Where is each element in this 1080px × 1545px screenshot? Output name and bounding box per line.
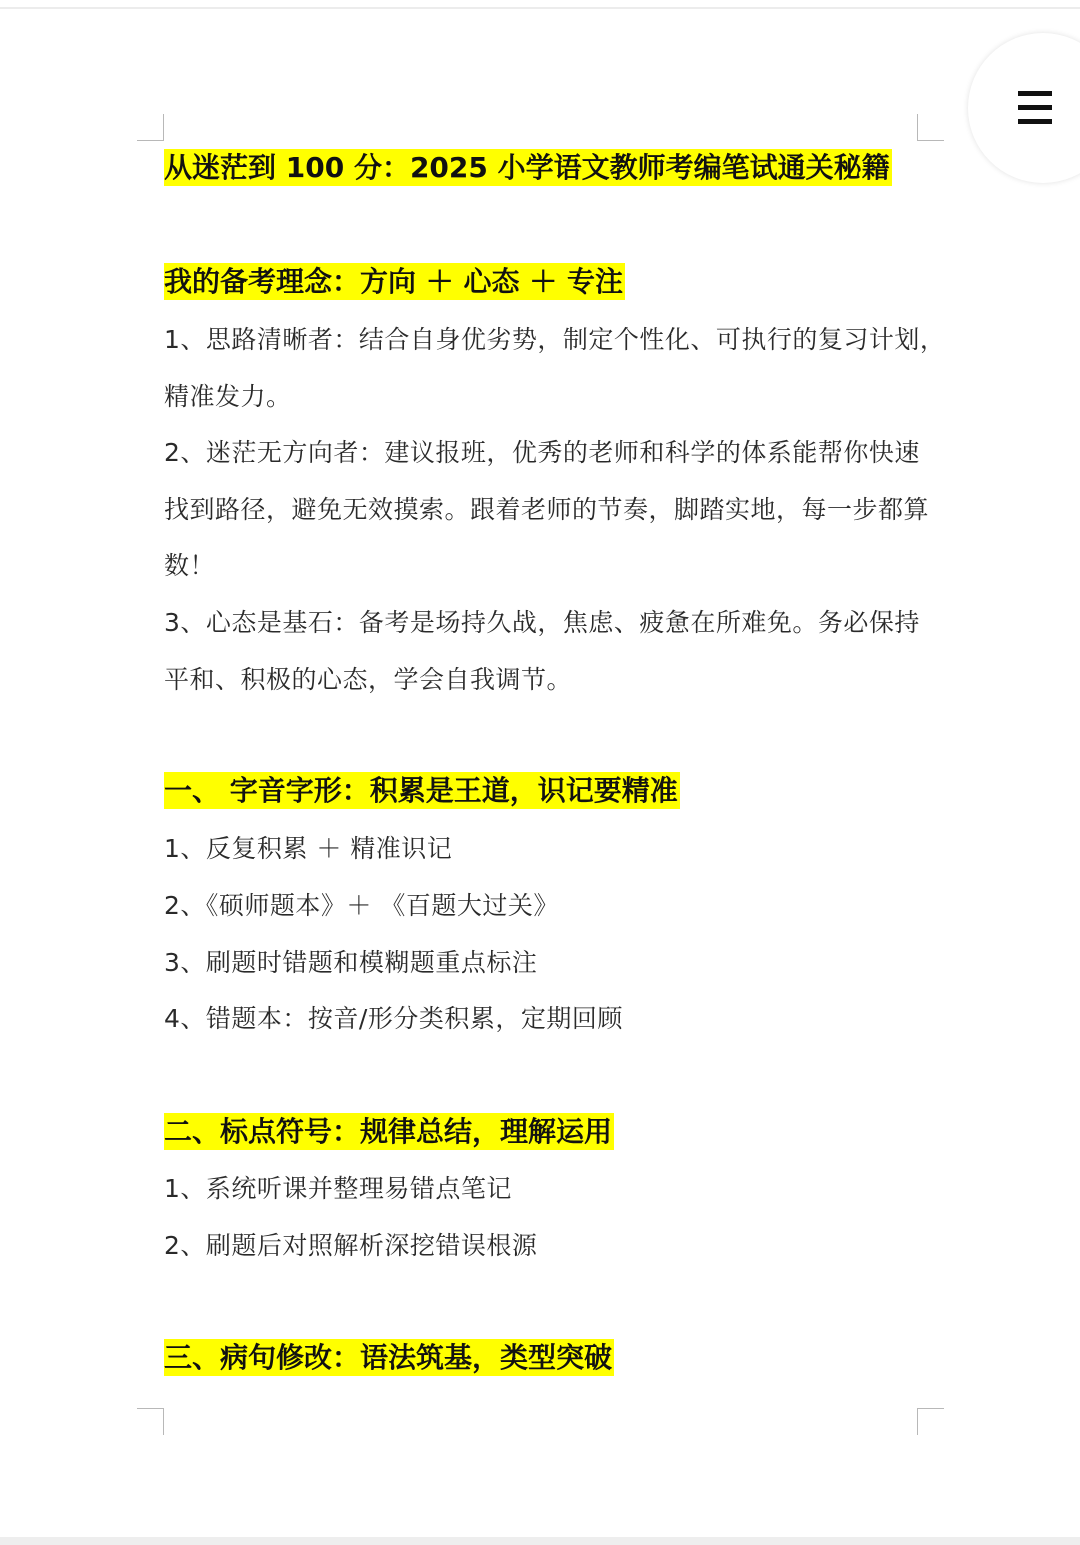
- section-heading-line: [164, 1338, 614, 1382]
- section-heading: 三、病句修改：语法筑基，类型突破: [164, 1341, 613, 1374]
- list-item: 2、刷题后对照解析深挖错误根源: [164, 1231, 538, 1260]
- crop-mark-bottom-right: [917, 1408, 944, 1435]
- bottom-edge: [0, 1537, 1080, 1545]
- top-divider: [0, 7, 1080, 9]
- crop-mark-top-right: [917, 114, 944, 141]
- list-item: 1、系统听课并整理易错点笔记: [164, 1174, 512, 1203]
- list-item: 3、刷题时错题和模糊题重点标注: [164, 948, 538, 977]
- crop-mark-bottom-left: [137, 1408, 164, 1435]
- section-heading-line: [164, 771, 680, 815]
- menu-button[interactable]: [968, 33, 1080, 183]
- list-item: 1、反复积累 ＋ 精准识记: [164, 834, 453, 863]
- section-heading: 一、 字音字形：积累是王道，识记要精准: [164, 774, 678, 807]
- section-heading: 我的备考理念：方向 ＋ 心态 ＋ 专注: [164, 265, 623, 298]
- paragraph-line: 找到路径，避免无效摸索。跟着老师的节奏，脚踏实地，每一步都算: [164, 495, 930, 524]
- document-title-line: [164, 148, 892, 192]
- document-title: 从迷茫到 100 分：2025 小学语文教师考编笔试通关秘籍: [164, 151, 890, 184]
- crop-mark-top-left: [137, 114, 164, 141]
- section-heading: 二、标点符号：规律总结，理解运用: [164, 1115, 613, 1148]
- paragraph-line: 数！: [164, 551, 216, 580]
- paragraph-line: 精准发力。: [164, 382, 292, 411]
- paragraph-line: 平和、积极的心态，学会自我调节。: [164, 665, 573, 694]
- list-item: 4、错题本：按音/形分类积累，定期回顾: [164, 1004, 623, 1033]
- list-item: 2、《硕师题本》＋ 《百题大过关》: [164, 891, 559, 920]
- paragraph-line: 3、心态是基石：备考是场持久战，焦虑、疲惫在所难免。务必保持: [164, 608, 920, 637]
- paragraph-line: 1、思路清晰者：结合自身优劣势，制定个性化、可执行的复习计划，: [164, 325, 946, 354]
- paragraph-line: 2、迷茫无方向者：建议报班，优秀的老师和科学的体系能帮你快速: [164, 438, 920, 467]
- section-heading-line: [164, 1112, 614, 1156]
- section-heading-line: [164, 262, 625, 306]
